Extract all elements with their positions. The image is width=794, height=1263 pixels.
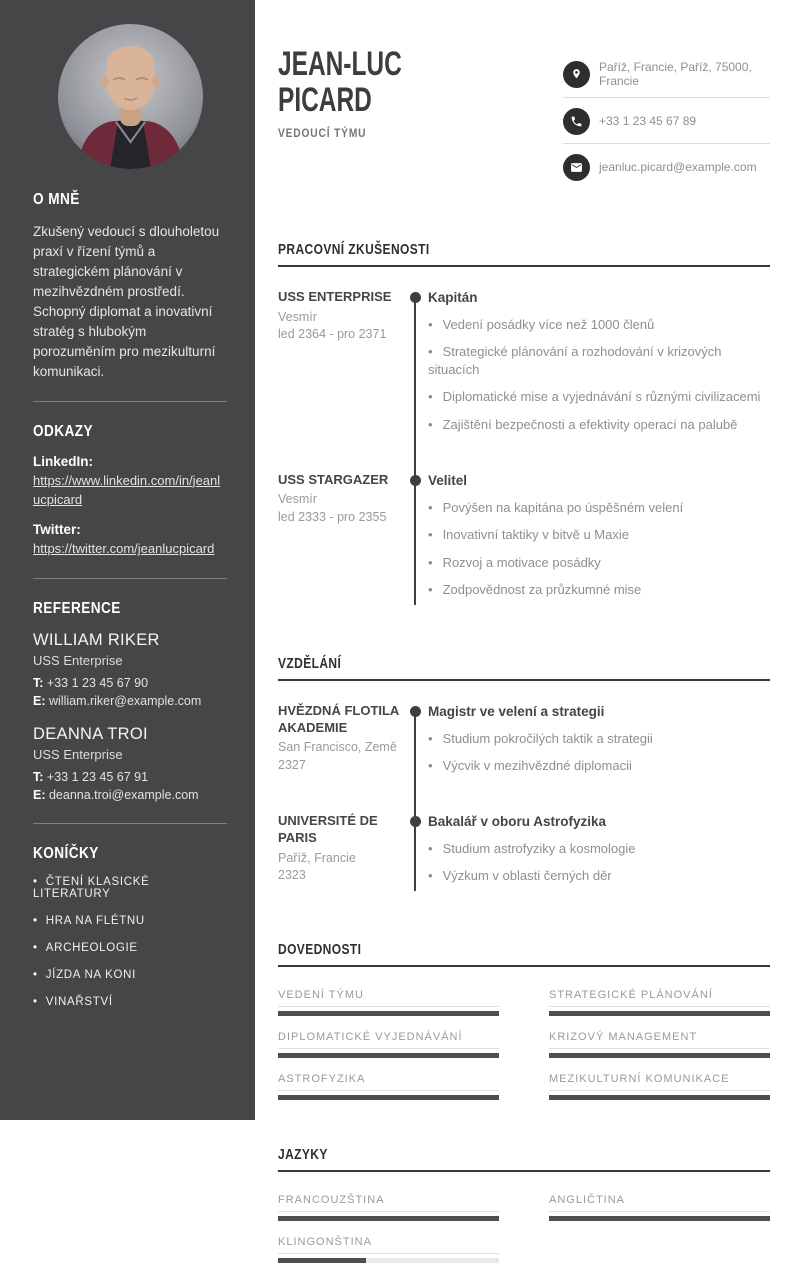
- profile-photo: [58, 24, 203, 169]
- language-item: [549, 1194, 770, 1221]
- hobbies-heading: KONÍČKY: [33, 844, 99, 862]
- job-bullet: • Rozvoj a motivace posádky: [428, 554, 770, 572]
- timeline-cell: [402, 289, 428, 444]
- timeline-dot: [410, 292, 421, 303]
- school-location: San Francisco, Země: [278, 740, 397, 755]
- reference-email: E: william.riker@example.com: [33, 694, 202, 709]
- employment-dates: led 2364 - pro 2371: [278, 326, 387, 341]
- school-name: UNIVERSITÉ DE PARIS: [278, 812, 378, 845]
- education-entries: [278, 703, 770, 895]
- company-name: USS ENTERPRISE: [278, 288, 392, 304]
- skills-grid: [278, 989, 770, 1100]
- progress-fill: [278, 1095, 499, 1100]
- skill-item: [549, 989, 770, 1016]
- job-role: Kapitán: [428, 289, 478, 305]
- experience-body: [428, 472, 770, 609]
- skill-label: STRATEGICKÉ PLÁNOVÁNÍ: [549, 989, 770, 1007]
- progress-fill: [549, 1216, 770, 1221]
- graduation-year: 2327: [278, 757, 306, 772]
- skill-progress-bar: [278, 1011, 499, 1016]
- job-bullet-list: [428, 316, 770, 434]
- about-section: [33, 191, 227, 382]
- skills-section: [278, 941, 770, 1100]
- reference-company: USS Enterprise: [33, 746, 123, 762]
- job-bullet: • Zajištění bezpečnosti a efektivity operací na palubě: [428, 416, 770, 434]
- timeline-cell: [402, 813, 428, 895]
- main-content: [255, 0, 794, 1248]
- reference-item: [33, 725, 227, 804]
- company-location: Vesmír: [278, 309, 317, 324]
- education-section: [278, 655, 770, 895]
- reference-phone: T: +33 1 23 45 67 90: [33, 676, 149, 691]
- progress-fill: [278, 1053, 499, 1058]
- language-progress-bar: [549, 1216, 770, 1221]
- languages-section: [278, 1146, 770, 1263]
- language-label: ANGLIČTINA: [549, 1194, 770, 1212]
- degree-bullet-list: [428, 730, 770, 775]
- job-title: VEDOUCÍ TÝMU: [278, 125, 367, 140]
- experience-section: [278, 241, 770, 609]
- contact-phone-text: +33 1 23 45 67 89: [599, 114, 697, 129]
- timeline-dot: [410, 475, 421, 486]
- timeline-cell: [402, 703, 428, 785]
- company-location: Vesmír: [278, 492, 317, 507]
- skill-item: [278, 1031, 499, 1058]
- language-progress-bar: [278, 1216, 499, 1221]
- degree-title: Magistr ve velení a strategii: [428, 703, 605, 719]
- education-body: [428, 703, 770, 785]
- job-bullet: • Inovativní taktiky v bitvě u Maxie: [428, 526, 770, 544]
- skill-label: DIPLOMATICKÉ VYJEDNÁVÁNÍ: [278, 1031, 499, 1049]
- links-section: [33, 423, 227, 560]
- hobby-item: • HRA NA FLÉTNU: [33, 915, 227, 927]
- links-heading: ODKAZY: [33, 422, 93, 440]
- skill-progress-bar: [549, 1053, 770, 1058]
- timeline-dot: [410, 816, 421, 827]
- languages-heading: JAZYKY: [278, 1146, 770, 1172]
- experience-heading: PRACOVNÍ ZKUŠENOSTI: [278, 241, 770, 267]
- skill-progress-bar: [278, 1053, 499, 1058]
- degree-bullet: • Studium pokročilých taktik a strategii: [428, 730, 770, 748]
- language-item: [278, 1236, 499, 1263]
- language-item: [278, 1194, 499, 1221]
- language-progress-bar: [278, 1258, 499, 1263]
- degree-title: Bakalář v oboru Astrofyzika: [428, 813, 607, 829]
- skill-item: [278, 1073, 499, 1100]
- degree-bullet: • Studium astrofyziky a kosmologie: [428, 840, 770, 858]
- last-name: PICARD: [278, 81, 372, 120]
- school-name: HVĚZDNÁ FLOTILA AKADEMIE: [278, 702, 399, 735]
- first-name: JEAN-LUC: [278, 45, 402, 83]
- employment-dates: led 2333 - pro 2355: [278, 509, 387, 524]
- progress-fill: [278, 1216, 499, 1221]
- job-role: Velitel: [428, 472, 468, 488]
- skill-item: [549, 1031, 770, 1058]
- education-meta: [278, 703, 402, 785]
- experience-meta: [278, 289, 402, 444]
- sidebar: [0, 0, 255, 1120]
- reference-item: [33, 631, 227, 710]
- graduation-year: 2323: [278, 867, 306, 882]
- reference-company: USS Enterprise: [33, 653, 123, 669]
- twitter-label: Twitter:: [33, 522, 81, 538]
- job-bullet: • Vedení posádky více než 1000 členů: [428, 316, 770, 334]
- experience-body: [428, 289, 770, 444]
- experience-entry: [278, 289, 770, 444]
- experience-meta: [278, 472, 402, 609]
- company-name: USS STARGAZER: [278, 471, 389, 487]
- linkedin-label: LinkedIn:: [33, 453, 93, 469]
- timeline-dot: [410, 706, 421, 717]
- experience-entry: [278, 472, 770, 609]
- skill-label: VEDENÍ TÝMU: [278, 989, 499, 1007]
- degree-bullet: • Výzkum v oblasti černých děr: [428, 867, 770, 885]
- twitter-link[interactable]: https://twitter.com/jeanlucpicard: [33, 541, 215, 557]
- language-label: KLINGONŠTINA: [278, 1236, 499, 1254]
- about-text: Zkušený vedoucí s dlouholetou praxí v řízení týmů a strategickém plánování v mezihvězdném prostředí. Schopný diplomat a inovativní stratég s hlubokým porozuměním pro mezikulturní komunikaci.: [33, 224, 220, 379]
- header: [278, 46, 770, 189]
- hobby-item: • ČTENÍ KLASICKÉ LITERATURY: [33, 876, 227, 900]
- job-bullet: • Zodpovědnost za průzkumné mise: [428, 581, 770, 599]
- progress-fill: [278, 1011, 499, 1016]
- location-pin-icon: [563, 61, 590, 88]
- languages-grid: [278, 1194, 770, 1263]
- contact-location-text: Paříž, Francie, Paříž, 75000, Francie: [599, 60, 752, 89]
- hobbies-section: [33, 845, 227, 1008]
- profile-photo-illustration: [58, 24, 203, 169]
- job-bullet-list: [428, 499, 770, 599]
- degree-bullet-list: [428, 840, 770, 885]
- job-bullet: • Povýšen na kapitána po úspěšném velení: [428, 499, 770, 517]
- skill-progress-bar: [278, 1095, 499, 1100]
- contact-phone: [563, 104, 770, 144]
- contact-email: [563, 150, 770, 189]
- sidebar-divider: [33, 578, 227, 579]
- reference-email: E: deanna.troi@example.com: [33, 787, 199, 802]
- name-block: [278, 46, 450, 140]
- contact-location: [563, 56, 770, 98]
- about-heading: O MNĚ: [33, 191, 80, 208]
- progress-fill: [549, 1011, 770, 1016]
- experience-entries: [278, 289, 770, 609]
- job-bullet: • Strategické plánování a rozhodování v krizových situacích: [428, 343, 770, 378]
- education-entry: [278, 813, 770, 895]
- education-meta: [278, 813, 402, 895]
- sidebar-divider: [33, 823, 227, 824]
- contact-email-text: jeanluc.picard@example.com: [599, 160, 757, 175]
- skill-progress-bar: [549, 1095, 770, 1100]
- contact-list: [563, 56, 770, 189]
- twitter-item: [33, 522, 227, 559]
- person-name: [278, 46, 450, 119]
- phone-icon: [563, 108, 590, 135]
- hobby-item: • VINAŘSTVÍ: [33, 996, 227, 1008]
- email-icon: [563, 154, 590, 181]
- education-heading: VZDĚLÁNÍ: [278, 655, 770, 681]
- progress-fill: [278, 1258, 366, 1263]
- references-heading: REFERENCE: [33, 600, 121, 618]
- reference-phone: T: +33 1 23 45 67 91: [33, 769, 149, 784]
- hobby-item: • JÍZDA NA KONI: [33, 969, 227, 981]
- hobby-item: • ARCHEOLOGIE: [33, 942, 227, 954]
- skill-label: KRIZOVÝ MANAGEMENT: [549, 1031, 770, 1049]
- education-entry: [278, 703, 770, 785]
- skill-label: ASTROFYZIKA: [278, 1073, 499, 1091]
- timeline-cell: [402, 472, 428, 609]
- language-label: FRANCOUZŠTINA: [278, 1194, 499, 1212]
- linkedin-link[interactable]: https://www.linkedin.com/in/jeanlucpicard: [33, 472, 221, 507]
- progress-fill: [549, 1095, 770, 1100]
- skill-item: [549, 1073, 770, 1100]
- job-bullet: • Diplomatické mise a vyjednávání s různými civilizacemi: [428, 388, 770, 406]
- reference-name: DEANNA TROI: [33, 724, 148, 743]
- skills-heading: DOVEDNOSTI: [278, 941, 770, 967]
- references-section: [33, 600, 227, 804]
- linkedin-item: [33, 454, 227, 510]
- skill-item: [278, 989, 499, 1016]
- skill-progress-bar: [549, 1011, 770, 1016]
- education-body: [428, 813, 770, 895]
- reference-name: WILLIAM RIKER: [33, 631, 160, 650]
- school-location: Paříž, Francie: [278, 850, 356, 865]
- progress-fill: [549, 1053, 770, 1058]
- degree-bullet: • Výcvik v mezihvězdné diplomacii: [428, 757, 770, 775]
- hobby-list: [33, 876, 227, 1008]
- sidebar-divider: [33, 401, 227, 402]
- skill-label: MEZIKULTURNÍ KOMUNIKACE: [549, 1073, 770, 1091]
